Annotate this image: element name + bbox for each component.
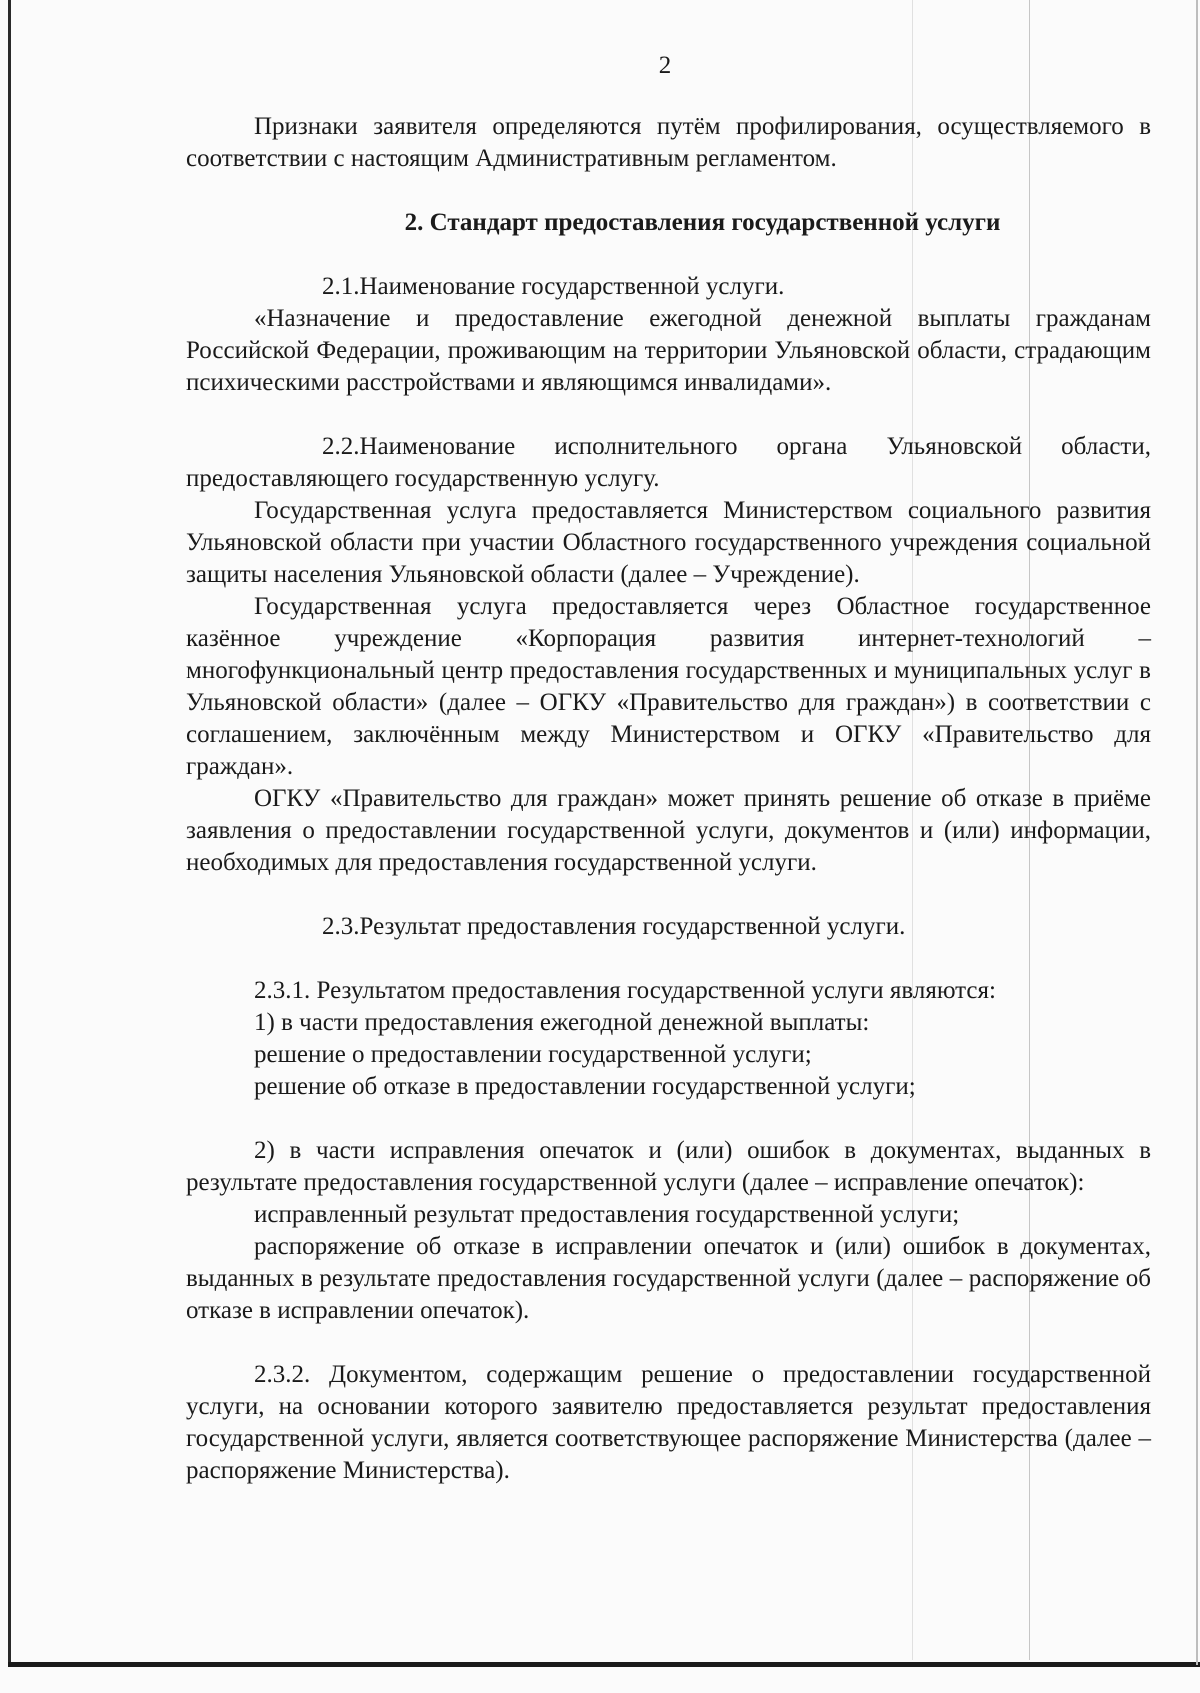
paragraph-2-1-service-name: «Назначение и предоставление ежегодной денежной выплаты гражданам Российской Федерации, проживающим на территории Ульяновской области, страдающим психическими расстройствами и являющимся инвалидами».: [186, 305, 1151, 396]
heading-2-1: [186, 271, 1151, 303]
paragraph-2-3-1-item-2: 2) в части исправления опечаток и (или) ошибок в документах, выданных в результате предоставления государственной услуги (далее – исправление опечаток):: [186, 1137, 1151, 1196]
section-title: 2. Стандарт предоставления государственной услуги: [404, 209, 1001, 236]
scan-left-edge: [8, 0, 11, 1665]
paragraph-2-3-1-item-2a: исправленный результат предоставления государственной услуги;: [254, 1201, 960, 1228]
heading-2-1-number: 2.1.: [322, 273, 360, 300]
document-body: [186, 111, 1151, 1487]
heading-2-3-number: 2.3.: [322, 913, 360, 940]
heading-2-3: [186, 911, 1151, 943]
paragraph-2-3-2: 2.3.2. Документом, содержащим решение о предоставлении государственной услуги, на основании которого заявителю предоставляется результат предоставления государственной услуги, является соответствующее распоряжение Министерства (далее – распоряжение Министерства).: [186, 1361, 1151, 1484]
heading-2-2: [186, 431, 1151, 495]
page-number: 2: [658, 52, 672, 79]
paragraph-applicant-signs: Признаки заявителя определяются путём профилирования, осуществляемого в соответствии с настоящим Административным регламентом.: [186, 113, 1151, 172]
paragraph-2-2-ministry: Государственная услуга предоставляется Министерством социального развития Ульяновской области при участии Областного государственного учреждения социальной защиты населения Ульяновской области (далее – Учреждение).: [186, 497, 1151, 588]
paragraph-2-3-1-item-1: 1) в части предоставления ежегодной денежной выплаты:: [254, 1009, 870, 1036]
scan-bottom-edge: [8, 1662, 1200, 1667]
heading-2-2-text: Наименование исполнительного органа Ульяновской области, предоставляющего государственную услугу.: [186, 433, 1151, 492]
paragraph-2-3-1-item-2b: распоряжение об отказе в исправлении опечаток и (или) ошибок в документах, выданных в результате предоставления государственной услуги (далее – распоряжение об отказе в исправлении опечаток).: [186, 1233, 1151, 1324]
paragraph-2-2-refusal: ОГКУ «Правительство для граждан» может принять решение об отказе в приёме заявления о предоставлении государственной услуги, документов и (или) информации, необходимых для предоставления государственной услуги.: [186, 785, 1151, 876]
paragraph-2-3-1-item-1b: решение об отказе в предоставлении государственной услуги;: [254, 1073, 916, 1100]
paragraph-2-3-1-item-1a: решение о предоставлении государственной услуги;: [254, 1041, 812, 1068]
scan-right-edge: [1196, 0, 1198, 1665]
heading-2-1-text: Наименование государственной услуги.: [359, 273, 785, 300]
heading-2-3-text: Результат предоставления государственной услуги.: [359, 913, 906, 940]
paragraph-2-3-1: 2.3.1. Результатом предоставления государственной услуги являются:: [254, 977, 996, 1004]
heading-2-2-number: 2.2.: [322, 433, 360, 460]
paragraph-2-2-mfc: Государственная услуга предоставляется через Областное государственное казённое учреждение «Корпорация развития интернет-технологий – многофункциональный центр предоставления государственных и муниципальных услуг в Ульяновской области» (далее – ОГКУ «Правительство для граждан») в соответствии с соглашением, заключённым между Министерством и ОГКУ «Правительство для граждан».: [186, 593, 1151, 780]
